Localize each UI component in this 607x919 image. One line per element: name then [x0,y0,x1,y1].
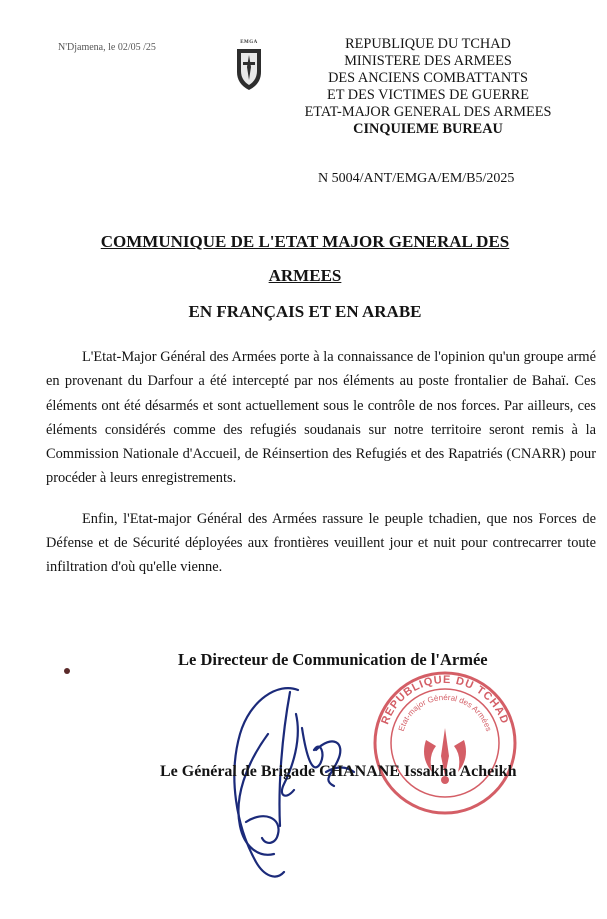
paragraph: Enfin, l'Etat-major Général des Armées rassure le peuple tchadien, que nos Forces de Défense et de Sécurité déployées aux frontières veuillent jour et nuit pour contrecarrer toute infiltration d'où qu'elle vienne. [46,510,596,576]
ministry-header [278,36,578,138]
header-line: REPUBLIQUE DU TCHAD [345,36,511,52]
title-line-1: COMMUNIQUE DE L'ETAT MAJOR GENERAL DES [100,232,510,251]
header-line: ETAT-MAJOR GENERAL DES ARMEES [304,104,552,120]
title-line-2: ARMEES [268,266,342,285]
handwritten-signature-icon [186,676,376,886]
paragraph: L'Etat-Major Général des Armées porte à la connaissance de l'opinion qu'un groupe armé en provenant du Darfour a été intercepté par nos éléments au poste frontalier de Bahaï. Ces éléments ont été désarmés et sont actuellement sous le contrôle de nos forces. Par ailleurs, ces éléments considérés comme des refugiés soudanais sur notre territoire seront remis à la Commission Nationale d'Accueil, de Réinsertion des Refugiés et des Rapatriés (CNARR) pour procéder à leurs enregistrements. [46,349,596,487]
page-title [60,225,550,293]
ink-dot [64,668,70,674]
bureau-label: CINQUIEME BUREAU [353,121,503,137]
reference-number: N 5004/ANT/EMGA/EM/B5/2025 [318,171,515,186]
subtitle: EN FRANÇAIS ET EN ARABE [188,302,422,321]
official-seal-icon [360,658,530,828]
header-line: DES ANCIENS COMBATTANTS [328,70,528,86]
emblem-abbr: EMGA [240,40,258,45]
header-line: MINISTERE DES ARMEES [344,53,512,69]
place-date: N'Djamena, le 02/05 /25 [58,42,156,53]
communique-body [46,345,596,596]
signatory-name: Le Général de Brigade CHANANE Issakha Acheikh [160,763,517,780]
svg-text:Etat-major Général des Armées: Etat-major Général des Armées [396,692,494,733]
header-line: ET DES VICTIMES DE GUERRE [326,87,529,103]
military-emblem-icon [234,40,264,92]
signatory-title: Le Directeur de Communication de l'Armée [178,650,488,669]
svg-text:REPUBLIQUE DU TCHAD: REPUBLIQUE DU TCHAD [379,673,511,727]
